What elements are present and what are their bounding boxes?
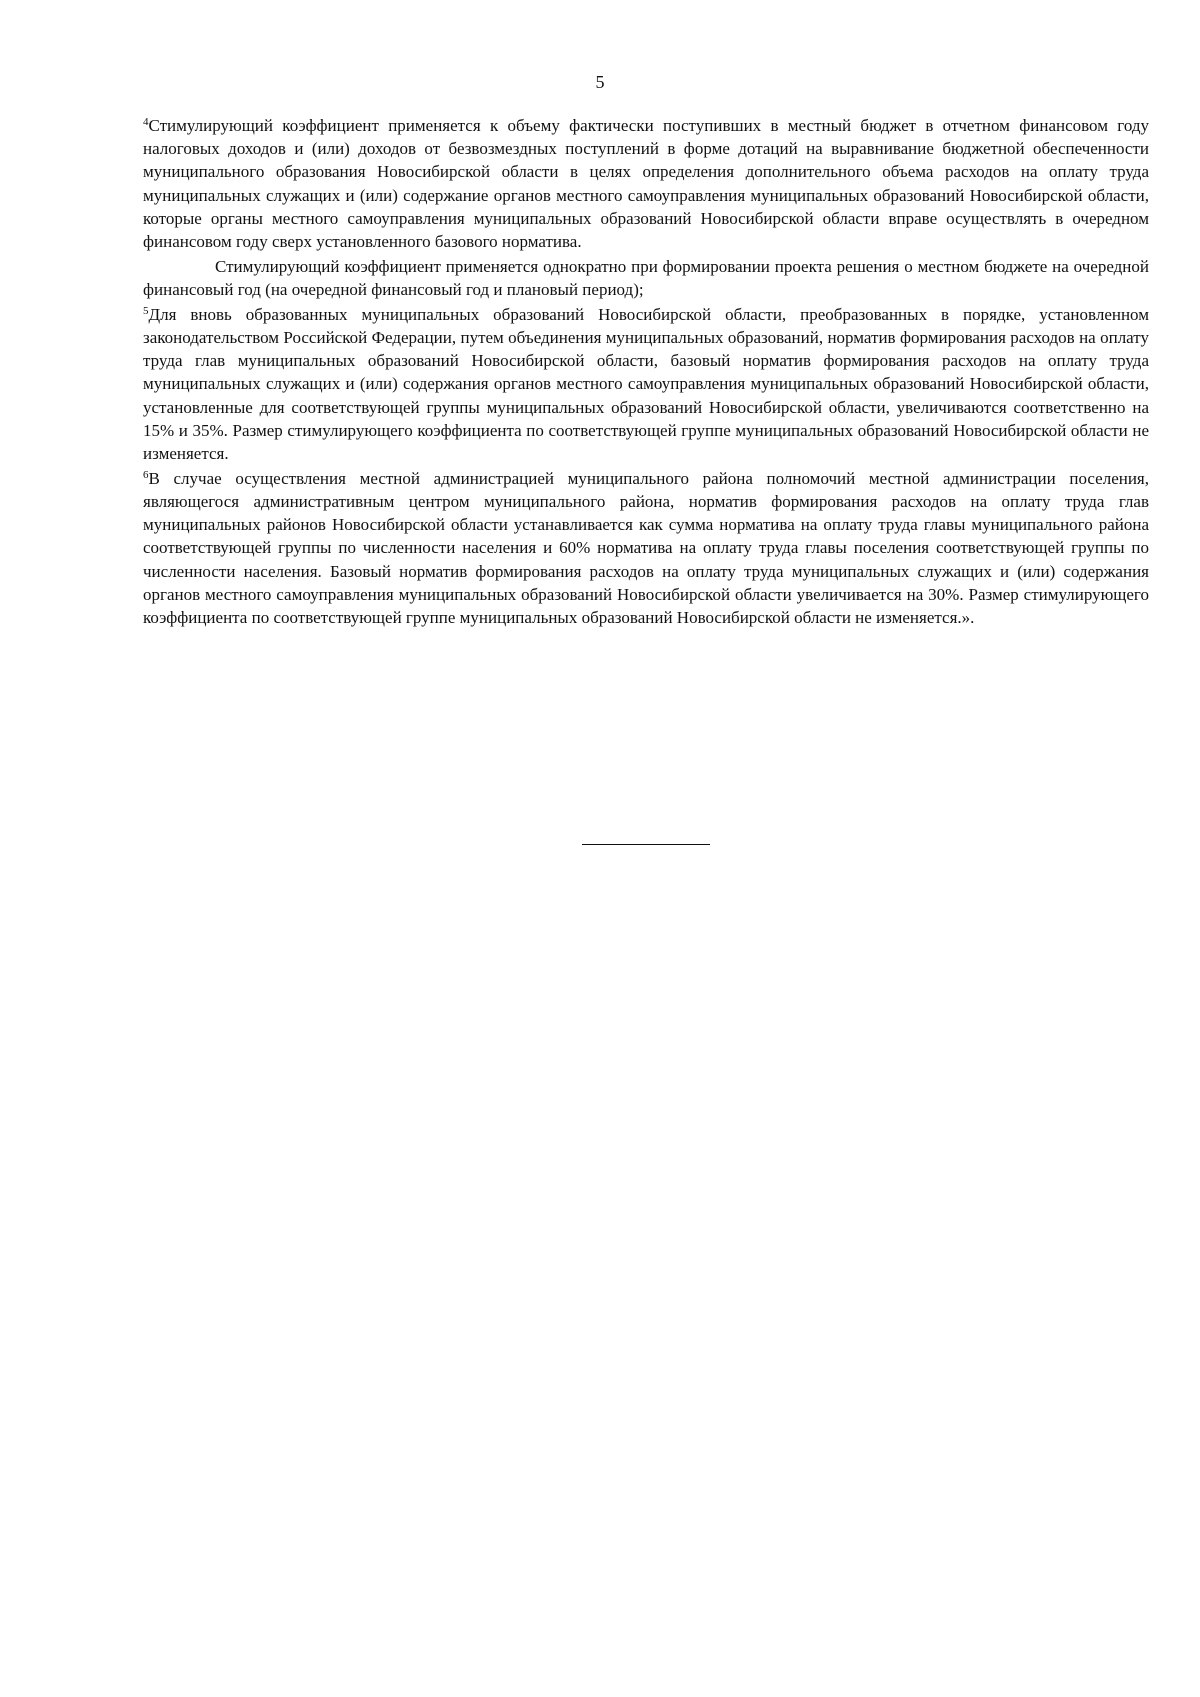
footnote-marker: 6 <box>143 468 149 481</box>
footnote-paragraph-5 <box>143 303 1149 465</box>
footnote-marker: 5 <box>143 304 149 317</box>
footnote-paragraph-6 <box>143 467 1149 629</box>
document-body <box>143 114 1149 631</box>
footnote-marker: 4 <box>143 116 149 128</box>
page-number: 5 <box>595 72 605 92</box>
paragraph-text: В случае осуществления местной администрацией муниципального района полномочий местной администрации поселения, являющегося административным центром муниципального района, норматив формирования расходов на оплату труда глав муниципальных районов Новосибирской области устанавливается как сумма норматива на оплату труда главы муниципального района соответствующей группы по численности населения и 60% норматива на оплату труда главы поселения соответствующей группы по численности населения. Базовый норматив формирования расходов на оплату труда муниципальных служащих и (или) содержания органов местного самоуправления муниципальных образований Новосибирской области увеличивается на 30%. Размер стимулирующего коэффициента по соответствующей группе муниципальных образований Новосибирской области не изменяется.». <box>143 468 1149 628</box>
paragraph-text: Для вновь образованных муниципальных образований Новосибирской области, преобразованных в порядке, установленном законодательством Российской Федерации, путем объединения муниципальных образований, норматив формирования расходов на оплату труда глав муниципальных образований Новосибирской области, базовый норматив формирования расходов на оплату труда муниципальных служащих и (или) содержания органов местного самоуправления муниципальных образований Новосибирской области, установленные для соответствующей группы муниципальных образований Новосибирской области, увеличиваются соответственно на 15% и 35%. Размер стимулирующего коэффициента по соответствующей группе муниципальных образований Новосибирской области не изменяется. <box>143 304 1149 464</box>
footnote-paragraph-4 <box>143 114 1149 253</box>
paragraph-stimulating-coefficient <box>143 255 1149 301</box>
paragraph-text: Стимулирующий коэффициент применяется однократно при формировании проекта решения о местном бюджете на очередной финансовый год (на очередной финансовый год и плановый период); <box>143 256 1149 300</box>
end-separator-line <box>582 844 710 845</box>
paragraph-text: Стимулирующий коэффициент применяется к объему фактически поступивших в местный бюджет в отчетном финансовом году налоговых доходов и (или) доходов от безвозмездных поступлений в форме дотаций на выравнивание бюджетной обеспеченности муниципального образования Новосибирской области в целях определения дополнительного объема расходов на оплату труда муниципальных служащих и (или) содержание органов местного самоуправления муниципальных образований Новосибирской области, которые органы местного самоуправления муниципальных образований Новосибирской области вправе осуществлять в очередном финансовом году сверх установленного базового норматива. <box>143 116 1149 252</box>
